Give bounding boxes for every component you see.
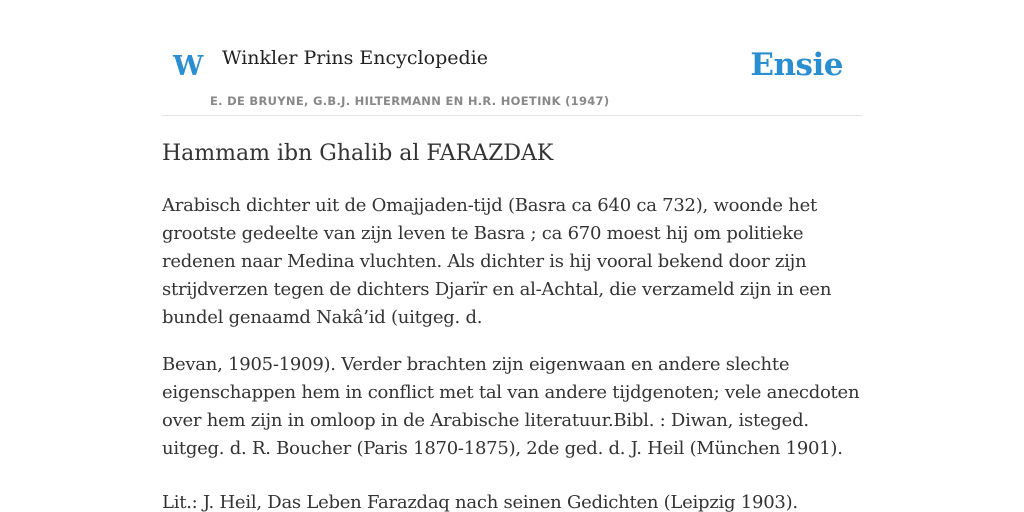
article-body: [162, 192, 862, 512]
site-header: [162, 40, 862, 116]
article-paragraph: Lit.: J. Heil, Das Leben Farazdaq nach seinen Gedichten (Leipzig 1903).: [162, 492, 798, 512]
article-paragraph: Arabisch dichter uit de Omajjaden-tijd (Basra ca 640 ca 732), woonde het grootste gedeelte van zijn leven te Basra ; ca 670 moest hij om politieke redenen naar Medina vluchten. Als dichter is hij vooral bekend door zijn strijdverzen tegen de dichters Djarïr en al-Achtal, die verzameld zijn in een bundel genaamd Nakâ’id (uitgeg. d.: [162, 195, 832, 328]
publication-logo[interactable]: W: [173, 51, 204, 82]
brand-logo[interactable]: Ensie: [750, 47, 843, 83]
article-title: Hammam ibn Ghalib al FARAZDAK: [162, 141, 554, 166]
article-paragraph: Bevan, 1905-1909). Verder brachten zijn eigenwaan en andere slechte eigenschappen hem in conflict met tal van andere tijdgenoten; vele anecdoten over hem zijn in omloop in de Arabische literatuur.Bibl. : Diwan, isteged. uitgeg. d. R. Boucher (Paris 1870-1875), 2de ged. d. J. Heil (München 1901).: [162, 354, 860, 459]
publication-authors: E. DE BRUYNE, G.B.J. HILTERMANN EN H.R. HOETINK (1947): [210, 94, 610, 108]
publication-title[interactable]: Winkler Prins Encyclopedie: [222, 47, 488, 69]
